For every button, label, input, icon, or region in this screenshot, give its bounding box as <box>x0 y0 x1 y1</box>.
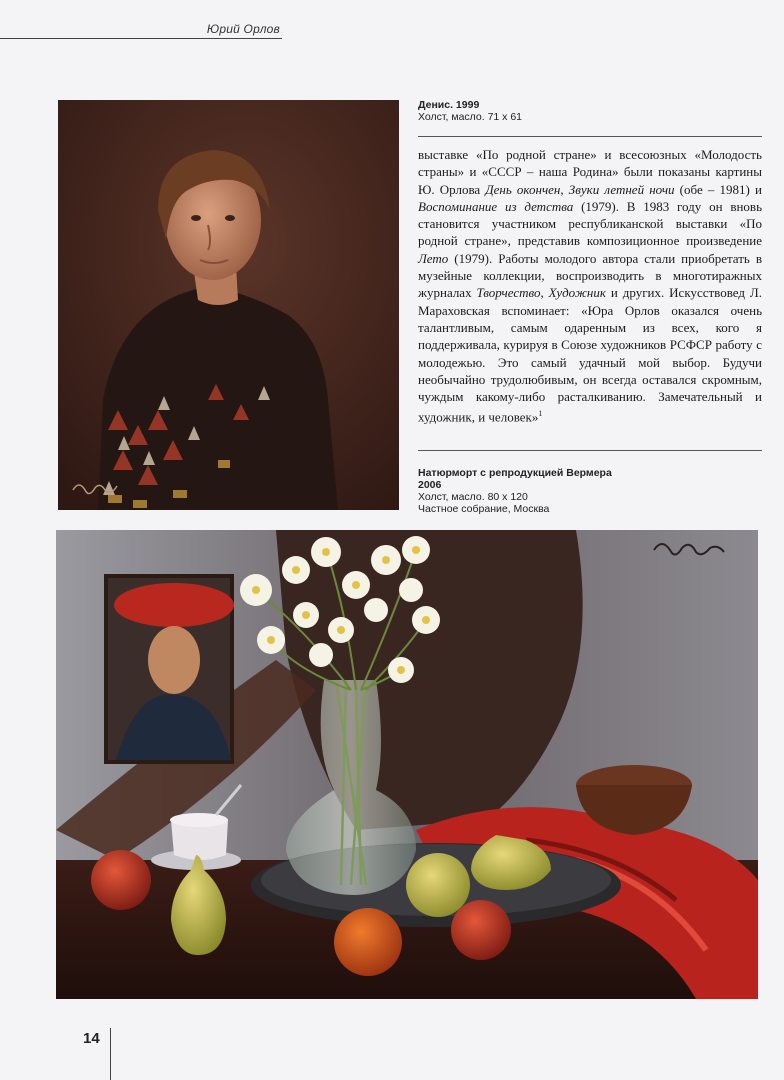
caption-still-life-title: Натюрморт с репродукцией Вермера <box>418 467 612 479</box>
caption-still-life <box>418 467 748 515</box>
page-number-rule <box>110 1028 111 1080</box>
running-header-author: Юрий Орлов <box>206 22 280 36</box>
artwork-title-vospominanie: Воспоминание из детства <box>418 198 574 214</box>
footnote-marker: 1 <box>538 409 543 419</box>
body-text-segment: (1979). Работы молодого автора стали приобретать в музейные коллекции, воспроизводить в многотиражных журналах <box>418 250 762 301</box>
body-paragraph <box>418 146 762 426</box>
artwork-title-den-okonchen: День окончен <box>485 181 561 197</box>
body-text-segment: выставке «По родной стране» и всесоюзных «Молодость страны» и «СССР – наша Родина» были показаны картины Ю. Орлова <box>418 147 762 197</box>
portrait-painting-denis <box>58 100 399 510</box>
caption-still-life-medium: Холст, масло. 80 х 120 <box>418 491 528 503</box>
portrait-painting-image <box>58 100 399 510</box>
caption-divider-top <box>418 136 762 137</box>
magazine-title-tvorchestvo: Творчество <box>476 285 541 301</box>
body-text-segment: , <box>540 285 549 301</box>
body-text-segment: и других. Искусствовед Л. Мараховская вспоминает: «Юра Орлов оказался очень талантливым, самым одаренным из всех, кого я поддерживала, курируя в Союзе художников РСФСР работу с молодежью. Это самый удачный мой выбор. Будучи необычайно трудолюбивым, он всегда оставался скромным, чуждым какому-либо расталкиванию. Замечательный и художник, и человек» <box>418 285 762 425</box>
caption-still-life-year: 2006 <box>418 479 442 491</box>
body-text-segment: (1979). В 1983 году он вновь становится участником республиканской выставки «По родной стране», представив композиционное произведение <box>418 198 762 249</box>
magazine-title-khudozhnik: Художник <box>548 285 606 301</box>
caption-portrait-title: Денис. 1999 <box>418 99 480 111</box>
still-life-painting-image <box>56 530 758 999</box>
caption-portrait-medium: Холст, масло. 71 х 61 <box>418 111 523 123</box>
body-text-segment: (обе – 1981) и <box>674 181 762 197</box>
artwork-title-leto: Лето <box>418 250 449 266</box>
still-life-painting-vermeer <box>56 530 758 999</box>
artwork-title-zvuki-letney-nochi: Звуки летней ночи <box>568 181 675 197</box>
caption-divider-bottom <box>418 450 762 451</box>
page-number: 14 <box>83 1030 100 1047</box>
header-rule <box>0 38 282 39</box>
caption-portrait <box>418 99 748 123</box>
body-text-segment: , <box>560 181 569 197</box>
caption-still-life-collection: Частное собрание, Москва <box>418 503 550 515</box>
